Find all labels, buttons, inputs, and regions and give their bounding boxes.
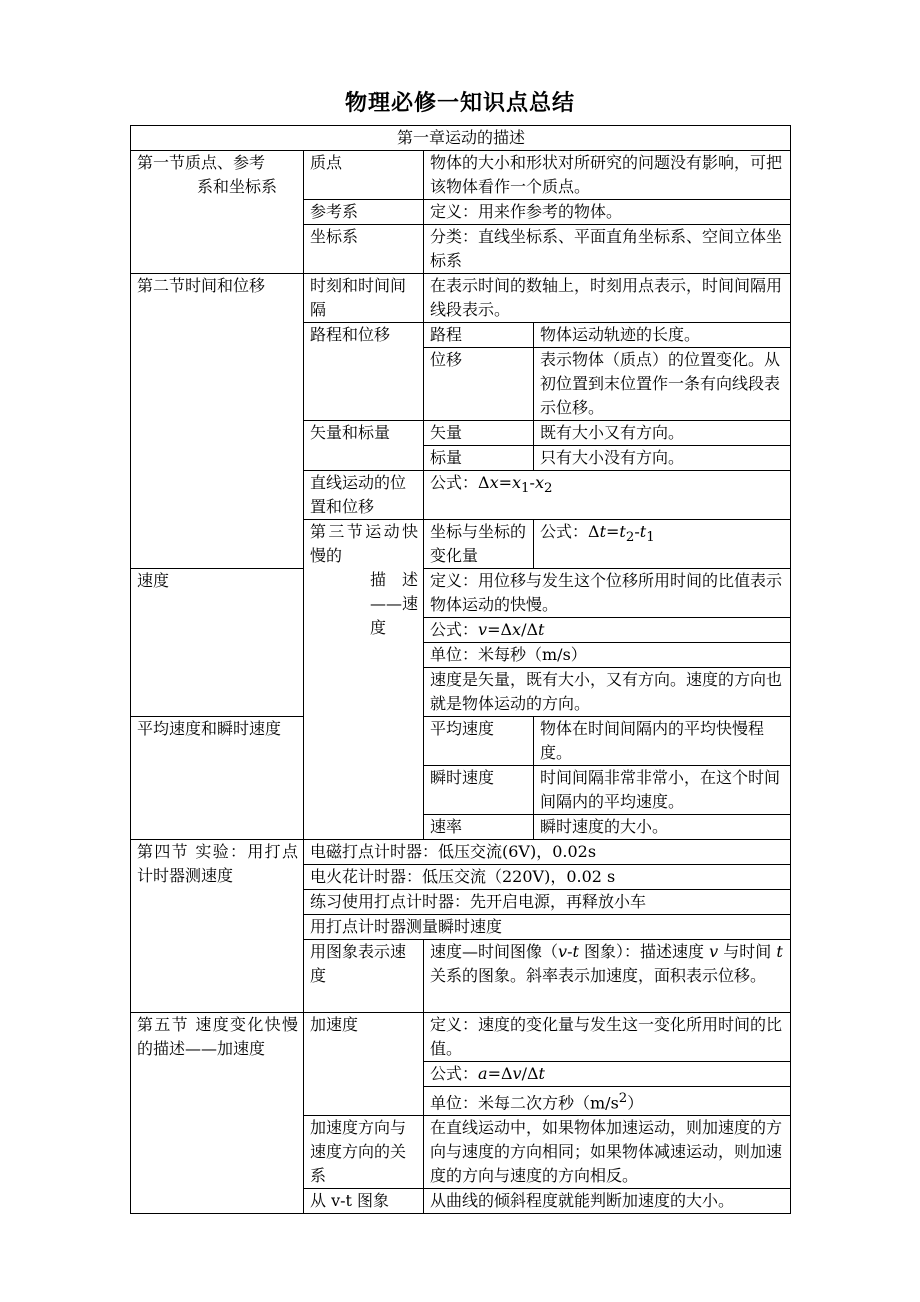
- var-x1: x: [512, 473, 522, 492]
- subtopic-lucheng: 路程: [424, 323, 534, 348]
- topic-zuobiaoxi-desc: 分类：直线坐标系、平面直角坐标系、空间立体坐标系: [424, 225, 791, 274]
- topic-zhidian: 质点: [304, 151, 424, 200]
- subtopic-weiyi-desc: 表示物体（质点）的位置变化。从初位置到末位置作一条有向线段表示位移。: [534, 348, 791, 421]
- section-3-name: [304, 520, 424, 840]
- jiasudu-formula: [424, 1062, 791, 1087]
- text-part: 图象）：描述速度: [578, 942, 710, 961]
- subtopic-lucheng-desc: 物体运动轨迹的长度。: [534, 323, 791, 348]
- var-t1: t: [639, 522, 647, 541]
- subtopic-sulv-desc: 瞬时速度的大小。: [534, 815, 791, 840]
- page-title: 物理必修一知识点总结: [344, 91, 575, 116]
- unit-text: 单位：米每二次方秒（m/s: [430, 1093, 619, 1113]
- section-5-name: 第五节 速度变化快慢的描述——加速度: [131, 1013, 304, 1214]
- topic-zuobiao-bianhua: 坐标与坐标的变化量: [424, 520, 534, 569]
- topic-lucheng-weiyi: 路程和位移: [304, 323, 424, 421]
- subtopic-pingjun: 平均速度: [424, 717, 534, 766]
- s4-celiang: 用打点计时器测量瞬时速度: [304, 915, 791, 940]
- jiasudu-unit: [424, 1087, 791, 1116]
- topic-cankaoxi-desc: 定义：用来作参考的物体。: [424, 200, 791, 225]
- topic-tuxiang-desc: [424, 940, 791, 1013]
- var-v: v: [709, 942, 719, 961]
- topic-shiliang-biaoliang: 矢量和标量: [304, 421, 424, 471]
- chapter-row: [131, 126, 791, 151]
- section-2-name: 第二节时间和位移: [131, 274, 304, 569]
- formula-prefix: 公式：: [430, 620, 479, 639]
- var-v: v: [512, 1064, 522, 1083]
- sudu-definition: 定义：用位移与发生这个位移所用时间的比值表示物体运动的快慢。: [424, 569, 791, 618]
- topic-pingjun-shunshi: 平均速度和瞬时速度: [131, 717, 304, 840]
- formula-delta-t: [534, 520, 791, 569]
- topic-shike: 时刻和时间间隔: [304, 274, 424, 323]
- topic-tuxiang: 用图象表示速度: [304, 940, 424, 1013]
- table-row: [131, 717, 791, 766]
- table-row: [131, 840, 791, 865]
- subscript-1: 1: [646, 530, 655, 546]
- sudu-formula: [424, 618, 791, 643]
- s4-dianci: 电磁打点计时器：低压交流(6V)，0.02s: [304, 840, 791, 865]
- var-t: t: [599, 522, 607, 541]
- equals-sign: =: [498, 473, 513, 492]
- subtopic-shunshi: 瞬时速度: [424, 766, 534, 815]
- formula-prefix: 公式：: [540, 522, 589, 541]
- section-3-name-part-a: 第三节运动快慢的: [310, 522, 418, 565]
- subtopic-biaoliang: 标量: [424, 446, 534, 471]
- delta-symbol: Δ: [588, 522, 600, 541]
- s4-lianxi: 练习使用打点计时器：先开启电源，再释放小车: [304, 890, 791, 915]
- table-row: [131, 274, 791, 323]
- topic-zhidian-desc: 物体的大小和形状对所研究的问题没有影响，可把该物体看作一个质点。: [424, 151, 791, 200]
- var-t: t: [776, 942, 783, 961]
- subscript-2: 2: [625, 530, 635, 546]
- topic-fangxiang-desc: 在直线运动中，如果物体加速运动，则加速度的方向与速度的方向相同；如果物体减速运动，则加速度的方向与速度的方向相反。: [424, 1116, 791, 1189]
- section-1-name-part-a: 第一节质点、参考: [137, 153, 266, 172]
- formula-prefix: 公式：: [430, 473, 479, 492]
- equals-delta: =Δ: [487, 620, 513, 639]
- jiasudu-definition: 定义：速度的变化量与发生这一变化所用时间的比值。: [424, 1013, 791, 1062]
- topic-zhixian: 直线运动的位置和位移: [304, 471, 424, 520]
- sudu-unit: 单位：米每秒（m/s）: [424, 643, 791, 668]
- subtopic-pingjun-desc: 物体在时间间隔内的平均快慢程度。: [534, 717, 791, 766]
- chapter-heading: 第一章运动的描述: [131, 126, 791, 151]
- subscript-2: 2: [543, 481, 553, 497]
- topic-zuobiaoxi: 坐标系: [304, 225, 424, 274]
- minus-sign: -: [529, 473, 535, 492]
- formula-delta-x: [424, 471, 791, 520]
- topic-jiasudu: 加速度: [304, 1013, 424, 1116]
- subtopic-shunshi-desc: 时间间隔非常非常小，在这个时间间隔内的平均速度。: [534, 766, 791, 815]
- var-x: x: [489, 473, 499, 492]
- var-v: v: [558, 942, 568, 961]
- section-1-name-part-b: 系和坐标系: [197, 177, 278, 196]
- var-t: t: [538, 620, 545, 639]
- topic-cankaoxi: 参考系: [304, 200, 424, 225]
- subtopic-sulv: 速率: [424, 815, 534, 840]
- var-t: t: [538, 1064, 545, 1083]
- subtopic-biaoliang-desc: 只有大小没有方向。: [534, 446, 791, 471]
- equals-sign: =: [606, 522, 620, 541]
- text-part: 关系的图象。斜率表示加速度，面积表示位移。: [430, 966, 767, 985]
- table-row: [131, 569, 791, 618]
- minus-sign: -: [634, 522, 640, 541]
- section-3-name-part-c: 度: [370, 618, 387, 637]
- section-3-name-part-b: 描述——速: [370, 570, 419, 613]
- var-v: v: [478, 620, 488, 639]
- var-a: a: [478, 1064, 488, 1083]
- knowledge-table: [130, 125, 791, 1214]
- slash-delta: /Δ: [521, 1064, 539, 1083]
- table-row: [131, 1013, 791, 1062]
- topic-vt: 从 v-t 图象: [304, 1189, 424, 1214]
- var-x2: x: [534, 473, 544, 492]
- superscript-2: 2: [618, 1091, 628, 1106]
- section-1-name: [131, 151, 304, 274]
- equals-delta: =Δ: [487, 1064, 513, 1083]
- slash-delta: /Δ: [521, 620, 539, 639]
- unit-close: ）: [627, 1093, 644, 1113]
- var-t2: t: [619, 522, 626, 541]
- text-part: 速度—时间图像（: [430, 942, 559, 961]
- dash: -: [567, 942, 573, 961]
- subtopic-shiliang-desc: 既有大小又有方向。: [534, 421, 791, 446]
- topic-fangxiang: 加速度方向与速度方向的关系: [304, 1116, 424, 1189]
- table-row: [131, 151, 791, 200]
- subtopic-weiyi: 位移: [424, 348, 534, 421]
- var-x: x: [512, 620, 522, 639]
- formula-prefix: 公式：: [430, 1064, 479, 1083]
- topic-sudu: 速度: [131, 569, 304, 717]
- var-t: t: [572, 942, 579, 961]
- topic-vt-desc: 从曲线的倾斜程度就能判断加速度的大小。: [424, 1189, 791, 1214]
- s4-dianhuohua: 电火花计时器：低压交流（220V)，0.02 s: [304, 865, 791, 890]
- delta-symbol: Δ: [478, 473, 490, 492]
- subscript-1: 1: [521, 481, 530, 497]
- section-4-name: 第四节 实验：用打点计时器测速度: [131, 840, 304, 1013]
- topic-shike-desc: 在表示时间的数轴上，时刻用点表示，时间间隔用线段表示。: [424, 274, 791, 323]
- subtopic-shiliang: 矢量: [424, 421, 534, 446]
- sudu-vector-note: 速度是矢量，既有大小，又有方向。速度的方向也就是物体运动的方向。: [424, 668, 791, 717]
- text-part: 与时间: [718, 942, 777, 961]
